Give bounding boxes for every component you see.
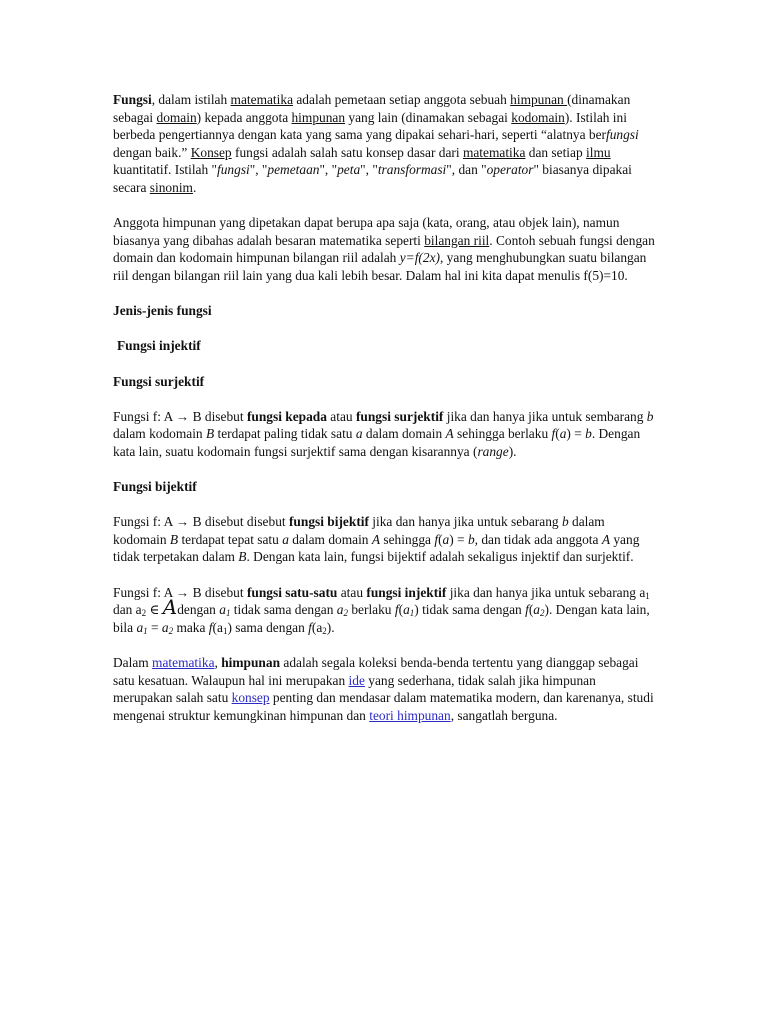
var: B (205, 426, 215, 442)
text: ) sama dengan (227, 619, 309, 635)
var: a (403, 602, 410, 618)
text: dan a (113, 602, 142, 618)
paragraph-injektif (113, 584, 658, 637)
text: sehingga berlaku (453, 426, 552, 442)
subscript: 2 (322, 625, 327, 636)
var: a (559, 426, 567, 442)
term: fungsi kepada (246, 408, 327, 424)
text: jika dan hanya jika untuk sebarang (368, 514, 562, 530)
text: Dalam (113, 655, 153, 670)
heading-jenis-jenis-fungsi: Jenis-jenis fungsi (113, 303, 212, 319)
text-italic: fungsi (606, 127, 639, 143)
link-matematika-2[interactable]: matematika (462, 144, 526, 160)
text: ( (398, 602, 404, 618)
text: , sangatlah berguna. (450, 707, 558, 723)
text: sehingga (380, 531, 435, 547)
text: dan setiap (525, 144, 587, 160)
text: dalam domain (288, 531, 372, 547)
text: Fungsi f: A → B disebut disebut (113, 514, 289, 530)
text: dalam kodomain (113, 426, 206, 442)
heading-fungsi-bijektif: Fungsi bijektif (113, 479, 197, 495)
text: dengan baik.” (113, 144, 191, 160)
var: f (525, 602, 529, 618)
text-italic: fungsi (217, 162, 250, 178)
link-konsep[interactable]: Konsep (190, 144, 232, 160)
link-konsep-blue[interactable]: konsep (231, 690, 270, 706)
text: yang tidak terpetakan dalam (113, 531, 640, 565)
var: A (445, 426, 454, 442)
var: a (336, 602, 344, 618)
link-himpunan[interactable]: himpunan (510, 92, 568, 107)
var: range (477, 443, 509, 459)
text: (a (311, 619, 323, 635)
link-matematika-blue[interactable]: matematika (152, 655, 215, 670)
text: adalah pemetaan setiap anggota sebuah (293, 92, 511, 107)
subscript: 1 (225, 608, 231, 619)
var: a (533, 602, 540, 618)
paragraph-anggota (113, 214, 658, 284)
text: kuantitatif. Istilah " (113, 162, 218, 178)
text: ", " (249, 162, 268, 178)
var: a (355, 426, 363, 442)
heading-fungsi-surjektif: Fungsi surjektif (113, 373, 205, 389)
var: A (371, 531, 381, 547)
text: = (147, 619, 162, 635)
link-teori-himpunan[interactable]: teori himpunan (369, 707, 451, 723)
link-ide[interactable]: ide (348, 672, 365, 688)
text: . Contoh sebuah fungsi dengan domain dan kodomain himpunan bilangan riil adalah (113, 232, 655, 266)
link-domain[interactable]: domain (156, 109, 197, 125)
text: (dinamakan sebagai (113, 92, 631, 125)
text-italic: transformasi (377, 162, 447, 178)
text: dalam domain (362, 426, 446, 442)
text: ). (508, 443, 517, 459)
term: fungsi bijektif (288, 514, 369, 530)
text: berlaku (348, 602, 395, 618)
heading-fungsi-injektif: Fungsi injektif (117, 338, 201, 354)
var: f (208, 619, 213, 635)
subscript: 1 (409, 608, 415, 619)
text: ( (438, 531, 443, 547)
text: yang sederhana, tidak salah jika himpunan merupakan salah satu (113, 672, 596, 706)
element-of-symbol: ∈ (146, 602, 163, 618)
text: . Dengan kata lain, fungsi bijektif adalah sekaligus injektif dan surjektif. (246, 549, 634, 565)
var: b (561, 514, 569, 530)
text: ", " (319, 162, 338, 178)
text: . (192, 179, 197, 195)
var: a (282, 531, 289, 547)
text: ) = (566, 426, 586, 442)
var: a (136, 619, 144, 635)
term-fungsi: Fungsi (113, 92, 152, 107)
var: f (551, 426, 556, 442)
text: atau (326, 408, 356, 424)
text: " biasanya dipakai secara (113, 162, 632, 195)
link-sinonim[interactable]: sinonim (149, 179, 193, 195)
text: tidak sama dengan (230, 602, 337, 618)
document-body (113, 91, 658, 724)
text: ", " (360, 162, 378, 178)
text: adalah segala koleksi benda-benda tertentu yang dianggap sebagai satu kesatuan. Walaupun hal ini merupakan (113, 655, 639, 688)
link-himpunan-2[interactable]: himpunan (291, 109, 346, 125)
text: ). (326, 619, 335, 635)
subscript: 2 (168, 625, 174, 636)
var: B (169, 531, 179, 547)
text: maka (173, 619, 209, 635)
text: yang lain (dinamakan sebagai (345, 109, 512, 125)
var: a (219, 602, 226, 618)
text-italic: operator (486, 162, 534, 178)
var: b (467, 531, 475, 547)
subscript: 1 (143, 625, 148, 636)
text: ", dan " (446, 162, 487, 178)
var: f (434, 531, 439, 547)
text: terdapat paling tidak satu (214, 426, 356, 442)
paragraph-surjektif (113, 408, 658, 461)
link-kodomain[interactable]: kodomain (511, 109, 565, 125)
text: penting dan mendasar dalam matematika modern, dan karenanya, studi mengenai struktur kemungkinan himpunan dan (113, 690, 654, 723)
text: jika dan hanya jika untuk sembarang (443, 408, 647, 424)
text: fungsi adalah salah satu konsep dasar dari (231, 144, 463, 160)
term: fungsi injektif (366, 584, 447, 600)
paragraph-bijektif (113, 513, 658, 566)
subscript: 2 (141, 608, 147, 619)
text: Fungsi f: A → B disebut (113, 584, 247, 600)
text: dalam kodomain (113, 514, 605, 547)
var: f (394, 602, 399, 618)
subscript: 1 (645, 590, 650, 601)
paragraph-fungsi-intro (113, 91, 658, 197)
text: ) tidak sama dengan (414, 602, 526, 618)
text: dengan (177, 602, 220, 618)
text: , dalam istilah (151, 92, 231, 107)
text: ). Dengan kata lain, bila (113, 602, 650, 635)
paragraph-himpunan (113, 654, 658, 724)
text: . Dengan kata lain, suatu kodomain fungsi surjektif sama dengan kisarannya ( (113, 426, 641, 459)
var: f (308, 619, 312, 635)
var: a (442, 531, 450, 547)
var: A (601, 531, 611, 547)
var: b (585, 426, 592, 442)
formula: y=f(2x) (399, 250, 440, 266)
text: , (214, 655, 222, 670)
text: ) kepada anggota (196, 109, 292, 125)
subscript: 2 (539, 608, 545, 619)
text-italic: peta (337, 162, 361, 178)
term: himpunan (221, 655, 281, 670)
term: fungsi surjektif (355, 408, 444, 424)
text: ). Istilah ini berbeda pengertiannya dengan kata yang sama yang dipakai sehari-hari, seperti “alatnya ber (113, 109, 627, 143)
text: Anggota himpunan yang dipetakan dapat berupa apa saja (kata, orang, atau objek lain), namun biasanya yang dibahas adalah besaran matematika seperti (113, 215, 620, 248)
var: B (238, 549, 247, 565)
text: ( (528, 602, 534, 618)
text: Fungsi f: A → B disebut (113, 408, 247, 424)
text: jika dan hanya jika untuk sebarang a (446, 584, 646, 600)
text: , yang menghubungkan suatu bilangan riil dengan bilangan riil lain yang dua kali lebih besar. Dalam hal ini kita dapat menulis f(5)=10. (113, 250, 647, 283)
text: ) = (449, 531, 468, 547)
text: ( (555, 426, 560, 442)
text: , dan tidak ada anggota (474, 531, 602, 547)
link-ilmu[interactable]: ilmu (586, 144, 611, 160)
link-matematika[interactable]: matematika (230, 92, 294, 107)
text: atau (337, 584, 367, 600)
text: terdapat tepat satu (178, 531, 283, 547)
set-symbol: A (162, 595, 178, 620)
link-bilangan-riil[interactable]: bilangan riil (424, 232, 490, 248)
term: fungsi satu-satu (246, 584, 338, 600)
subscript: 1 (222, 625, 228, 636)
subscript: 2 (343, 608, 348, 619)
var: a (161, 619, 169, 635)
text-italic: pemetaan (267, 162, 320, 178)
var: b (646, 408, 654, 424)
text: (a (212, 619, 223, 635)
